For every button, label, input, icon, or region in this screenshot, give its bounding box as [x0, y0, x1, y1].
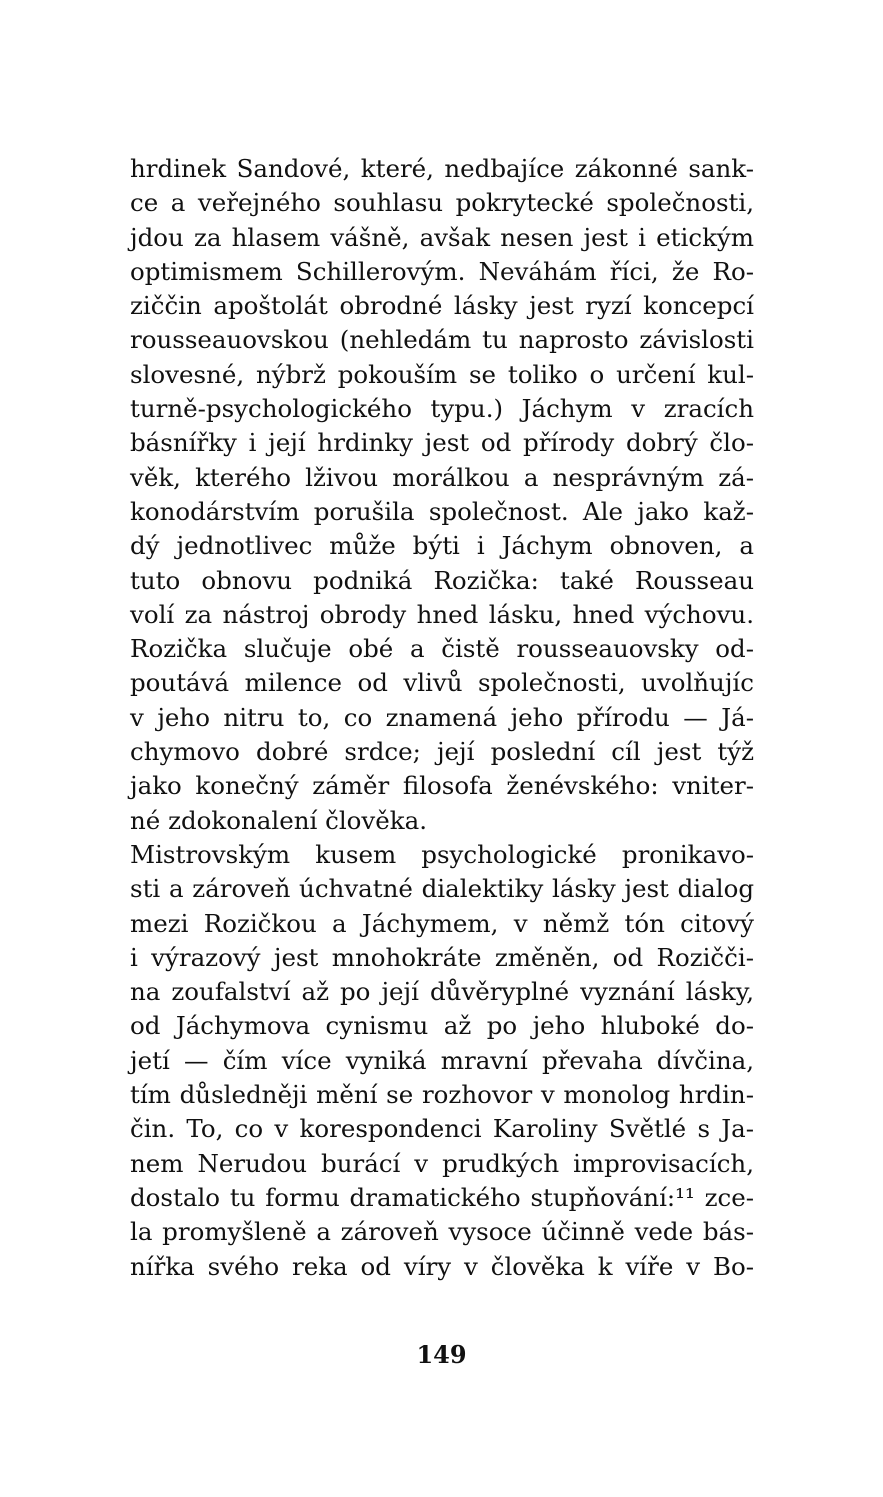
text-line: jdou za hlasem vášně, avšak nesen jest i etickým: [130, 222, 754, 252]
text-line: sti a zároveň úchvatné dialektiky lásky jest dialog: [130, 874, 754, 904]
text-line: věk, kterého lživou morálkou a nesprávným zá-: [130, 462, 754, 492]
text-line: hrdinek Sandové, které, nedbajíce zákonné sank-: [130, 154, 754, 183]
text-line: Mistrovským kusem psychologické pronikavo-: [130, 839, 754, 869]
text-line: turně-psychologického typu.) Jáchym v zracích: [130, 394, 754, 424]
text-line: poutává milence od vlivů společnosti, uvolňujíc: [130, 668, 754, 698]
text-line: optimismem Schillerovým. Neváhám říci, že Ro-: [130, 256, 754, 286]
page-number: 149: [416, 1340, 467, 1369]
text-line: ce a veřejného souhlasu pokrytecké společnosti,: [130, 188, 754, 218]
text-line: dostalo tu formu dramatického stupňování:¹¹ zce-: [130, 1182, 754, 1212]
text-line: la promyšleně a zároveň vysoce účinně vede bás-: [130, 1217, 754, 1247]
paragraph-2: [130, 838, 754, 1284]
text-line: čin. To, co v korespondenci Karoliny Světlé s Ja-: [130, 1114, 754, 1144]
text-line: konodárstvím porušila společnost. Ale jako kaž-: [130, 496, 754, 526]
text-line: dý jednotlivec může býti i Jáchym obnoven, a: [130, 531, 754, 561]
text-line: i výrazový jest mnohokráte změněn, od Rozičči-: [130, 942, 754, 972]
text-line: né zdokonalení člověka.: [130, 805, 428, 835]
text-line: jako konečný záměr filosofa ženévského: vniter-: [130, 771, 754, 801]
text-line: volí za nástroj obrody hned lásku, hned výchovu.: [130, 599, 754, 629]
text-line: v jeho nitru to, co znamená jeho přírodu — Já-: [130, 702, 754, 732]
text-line: mezi Rozičkou a Jáchymem, v němž tón citový: [130, 908, 754, 938]
text-line: tuto obnovu podniká Rozička: také Rousseau: [130, 565, 754, 595]
text-line: na zoufalství až po její důvěryplné vyznání lásky,: [130, 977, 754, 1007]
text-line: ziččin apoštolát obrodné lásky jest ryzí koncepcí: [130, 291, 754, 321]
text-line: Rozička slučuje obé a čistě rousseauovsky od-: [130, 634, 754, 664]
text-line: básnířky i její hrdinky jest od přírody dobrý člo-: [130, 428, 754, 458]
text-line: nířka svého reka od víry v člověka k víře v Bo-: [130, 1251, 754, 1281]
text-line: chymovo dobré srdce; její poslední cíl jest týž: [130, 737, 754, 767]
text-line: rousseauovskou (nehledám tu naprosto závislosti: [130, 325, 754, 355]
paragraph-1: [130, 152, 754, 838]
text-line: tím důsledněji mění se rozhovor v monolog hrdin-: [130, 1080, 754, 1110]
text-line: od Jáchymova cynismu až po jeho hluboké do-: [130, 1011, 754, 1041]
text-line: nem Nerudou burácí v prudkých improvisacích,: [130, 1148, 754, 1178]
text-line: slovesné, nýbrž pokouším se toliko o určení kul-: [130, 359, 754, 389]
text-line: jetí — čím více vyniká mravní převaha dívčina,: [130, 1045, 754, 1075]
body-text: [130, 152, 754, 1284]
